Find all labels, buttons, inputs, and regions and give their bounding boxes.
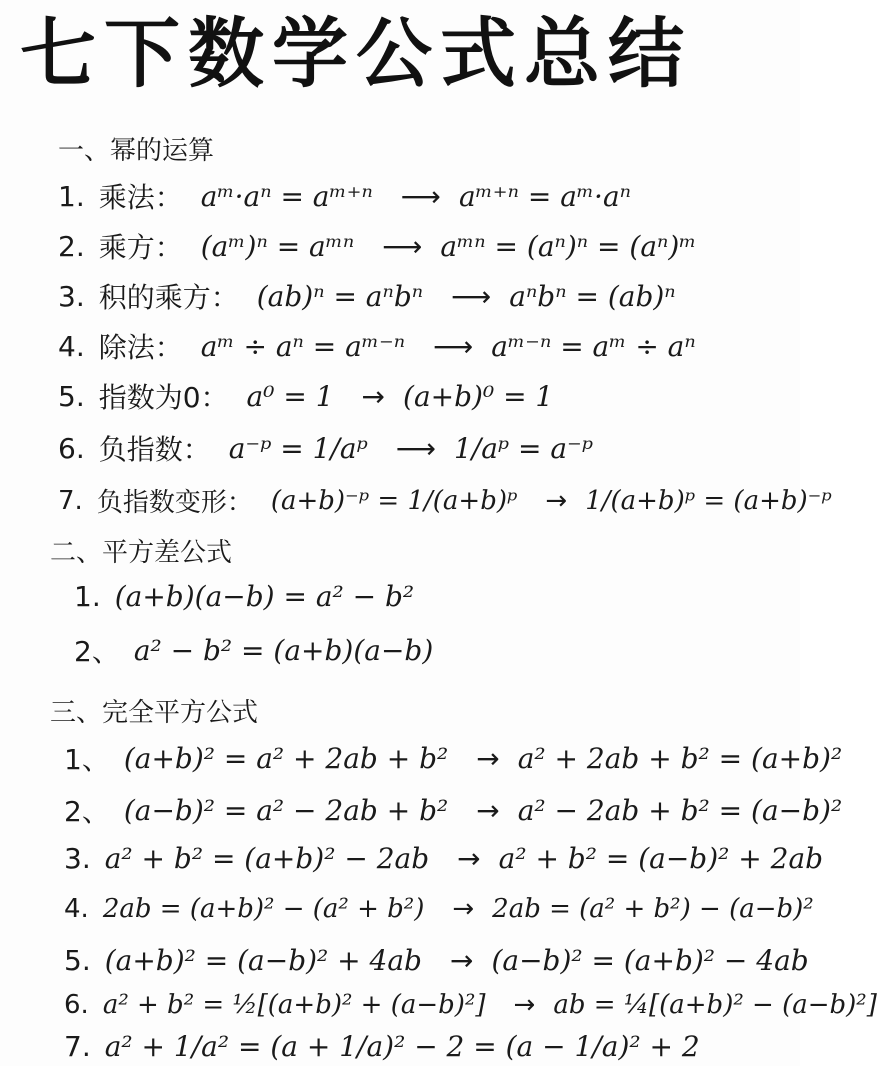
formula-right: 1/(a+b)ᵖ = (a+b)⁻ᵖ bbox=[585, 485, 832, 516]
item-label: 乘法： bbox=[98, 181, 183, 214]
formula-left: (a+b)² = (a−b)² + 4ab bbox=[104, 944, 422, 977]
formula-right: aᵐ⁺ⁿ = aᵐ·aⁿ bbox=[458, 179, 631, 213]
formula-line bbox=[58, 226, 696, 266]
arrow-icon: ⟶ bbox=[433, 329, 474, 363]
section-heading-perfect-square: 三、完全平方公式 bbox=[50, 698, 259, 728]
item-label: 乘方： bbox=[98, 231, 183, 264]
formula-line bbox=[64, 990, 877, 1020]
arrow-icon: ⟶ bbox=[400, 179, 441, 213]
item-number: 3. bbox=[64, 842, 91, 875]
formula-line bbox=[58, 428, 593, 468]
formula-right: aᵐⁿ = (aⁿ)ⁿ = (aⁿ)ᵐ bbox=[440, 229, 697, 263]
item-number: 6. bbox=[64, 990, 89, 1020]
formula-left: aᵐ·aⁿ = aᵐ⁺ⁿ bbox=[200, 179, 373, 213]
formula-left: 2ab = (a+b)² − (a² + b²) bbox=[102, 894, 425, 924]
arrow-icon: → bbox=[476, 793, 500, 827]
formula-line bbox=[64, 842, 823, 875]
formula-line bbox=[74, 580, 424, 613]
formula-line bbox=[58, 482, 832, 519]
item-number: 4. bbox=[64, 894, 89, 924]
section-heading-difference-of-squares: 二、平方差公式 bbox=[50, 538, 233, 568]
formula-left: (a+b)² = a² + 2ab + b² bbox=[123, 741, 449, 775]
arrow-icon: ⟶ bbox=[451, 279, 492, 313]
formula-left: a² + b² = ½[(a+b)² + (a−b)²] bbox=[102, 990, 486, 1020]
section-heading-power-operations: 一、幂的运算 bbox=[58, 136, 215, 166]
formula-left: (ab)ⁿ = aⁿbⁿ bbox=[256, 279, 424, 313]
formula-left: a⁻ᵖ = 1/aᵖ bbox=[228, 431, 368, 465]
arrow-icon: → bbox=[361, 379, 386, 413]
item-number: 2、 bbox=[74, 635, 120, 668]
formula-line bbox=[58, 176, 631, 216]
formula-left: a² + b² = (a+b)² − 2ab bbox=[104, 842, 430, 875]
item-number: 2、 bbox=[64, 795, 110, 828]
formula-left: (a+b)⁻ᵖ = 1/(a+b)ᵖ bbox=[270, 485, 518, 516]
formula-left: (aᵐ)ⁿ = aᵐⁿ bbox=[200, 229, 355, 263]
item-number: 1. bbox=[74, 580, 101, 613]
formula-line bbox=[58, 326, 696, 366]
item-label: 负指数： bbox=[98, 433, 211, 466]
item-label: 除法： bbox=[98, 331, 183, 364]
item-number: 1. bbox=[58, 179, 85, 213]
arrow-icon: ⟶ bbox=[382, 229, 423, 263]
formula-right: a² + b² = (a−b)² + 2ab bbox=[498, 842, 824, 875]
arrow-icon: → bbox=[476, 741, 500, 775]
arrow-icon: → bbox=[457, 842, 481, 875]
formula-left: (a+b)(a−b) = a² − b² bbox=[114, 580, 415, 613]
formula-line bbox=[64, 944, 809, 977]
item-label: 负指数变形： bbox=[96, 488, 253, 518]
item-number: 5. bbox=[64, 944, 91, 977]
formula-line bbox=[64, 894, 814, 924]
arrow-icon: → bbox=[452, 894, 475, 924]
item-number: 5. bbox=[58, 379, 85, 413]
item-number: 7. bbox=[64, 1030, 91, 1063]
formula-line bbox=[64, 790, 842, 830]
formula-right: aᵐ⁻ⁿ = aᵐ ÷ aⁿ bbox=[491, 329, 696, 363]
formula-line bbox=[74, 630, 443, 670]
item-number: 1、 bbox=[64, 743, 110, 776]
item-label: 指数为0： bbox=[98, 381, 229, 414]
item-number: 2. bbox=[58, 229, 85, 263]
formula-right: (a+b)⁰ = 1 bbox=[403, 379, 554, 413]
formula-right: aⁿbⁿ = (ab)ⁿ bbox=[509, 279, 676, 313]
formula-right: ab = ¼[(a+b)² − (a−b)²] bbox=[553, 990, 877, 1020]
formula-left: a² − b² = (a+b)(a−b) bbox=[133, 633, 434, 667]
item-number: 6. bbox=[58, 431, 85, 465]
arrow-icon: → bbox=[449, 944, 474, 977]
page-title: 七下数学公式总结 bbox=[20, 9, 692, 98]
arrow-icon: ⟶ bbox=[395, 431, 436, 465]
formula-right: 2ab = (a² + b²) − (a−b)² bbox=[492, 894, 814, 924]
arrow-icon: → bbox=[545, 485, 568, 516]
item-number: 4. bbox=[58, 329, 85, 363]
formula-left: a² + 1/a² = (a + 1/a)² − 2 = (a − 1/a)² + 2 bbox=[104, 1030, 700, 1063]
formula-right: 1/aᵖ = a⁻ᵖ bbox=[453, 431, 594, 465]
formula-line bbox=[58, 276, 676, 316]
formula-right: a² − 2ab + b² = (a−b)² bbox=[517, 793, 843, 827]
formula-right: a² + 2ab + b² = (a+b)² bbox=[517, 741, 843, 775]
item-number: 3. bbox=[58, 279, 85, 313]
formula-left: (a−b)² = a² − 2ab + b² bbox=[123, 793, 449, 827]
formula-line bbox=[64, 1030, 710, 1063]
formula-left: a⁰ = 1 bbox=[246, 379, 334, 413]
item-label: 积的乘方： bbox=[98, 281, 239, 314]
formula-line bbox=[64, 738, 842, 778]
formula-line bbox=[58, 376, 553, 416]
formula-left: aᵐ ÷ aⁿ = aᵐ⁻ⁿ bbox=[200, 329, 406, 363]
item-number: 7. bbox=[58, 485, 83, 516]
formula-right: (a−b)² = (a+b)² − 4ab bbox=[491, 944, 809, 977]
arrow-icon: → bbox=[513, 990, 536, 1020]
